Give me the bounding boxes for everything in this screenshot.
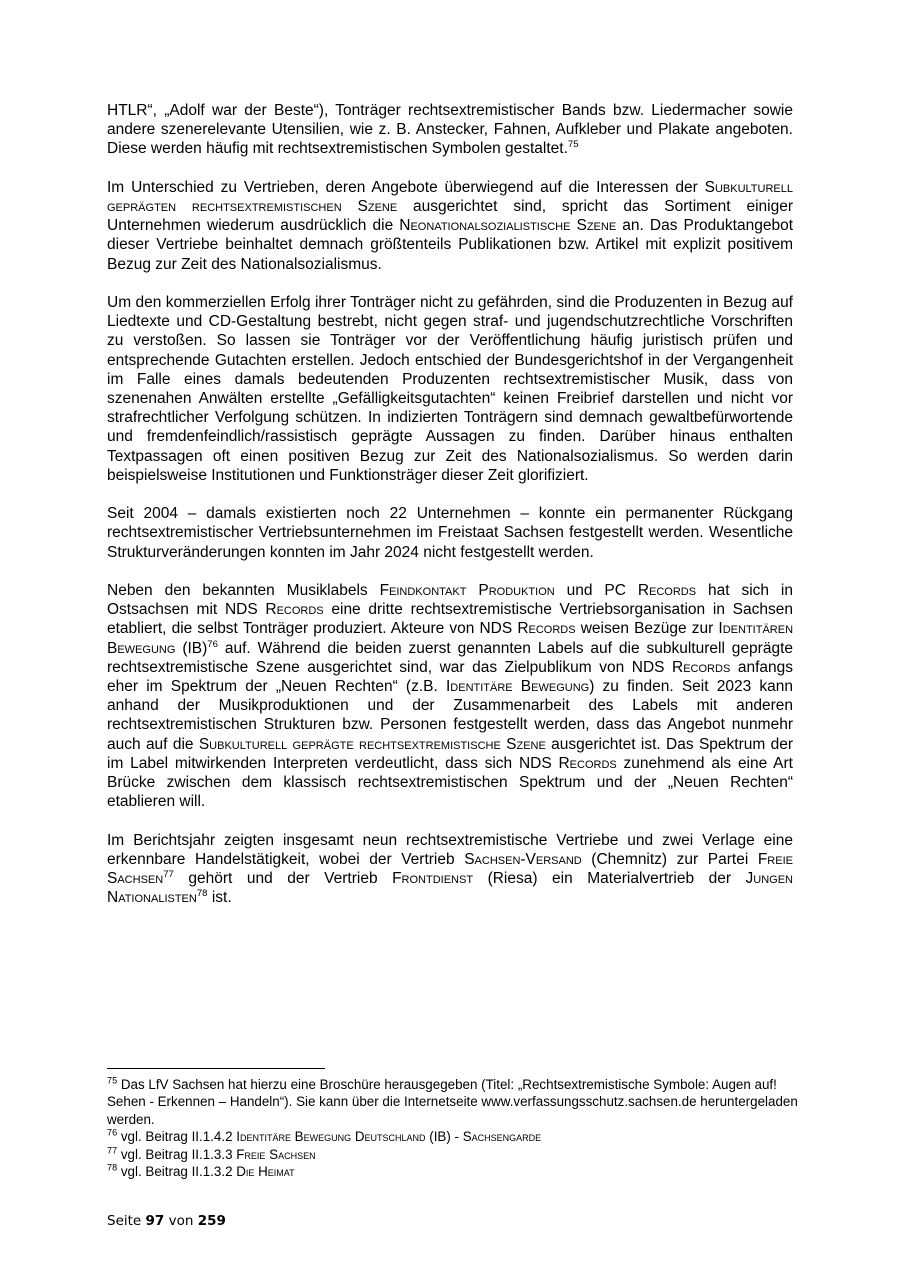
page-number: [107, 1212, 226, 1230]
text-run: (Riesa) ein Materialvertrieb der: [473, 870, 746, 888]
text-run: (IB) -: [425, 1129, 463, 1145]
text-run: gehört und der Vertrieb: [173, 870, 393, 888]
page-label: Seite: [107, 1213, 146, 1229]
text-run: (IB): [175, 639, 208, 657]
text-run: vgl. Beitrag II.1.3.3: [117, 1146, 237, 1162]
footnote-number: 77: [107, 1145, 118, 1156]
footnote-reference: 75: [567, 139, 579, 151]
small-caps-term: Jungen Nationalisten: [107, 870, 793, 907]
footnote: [107, 1076, 807, 1128]
small-caps-term: Records: [517, 620, 576, 638]
small-caps-term: Freie Sachsen: [236, 1146, 316, 1162]
small-caps-term: Records: [265, 601, 324, 619]
paragraph: [107, 831, 793, 908]
body-text: [107, 101, 793, 927]
total-pages: 259: [197, 1213, 226, 1229]
small-caps-term: Records: [637, 582, 697, 600]
small-caps-term: Identitären Bewegung: [107, 620, 794, 657]
text-run: vgl. Beitrag II.1.3.2: [117, 1164, 237, 1180]
text-run: ausgerichtet sind, spricht das Sortiment einiger Unternehmen wiederum ausdrücklich die: [107, 198, 793, 235]
text-run: weisen Bezüge zur: [575, 620, 719, 638]
text-run: ist.: [207, 889, 232, 907]
text-run: eine dritte rechtsextremistische Vertriebsorganisation in Sachsen etabliert, die selbst Tonträger produziert. Akteure von NDS: [107, 601, 793, 638]
text-run: anfangs eher im Spektrum der „Neuen Rechten“ (z.B.: [107, 658, 794, 696]
text-run: (Chemnitz) zur Partei: [581, 850, 758, 868]
footnotes: [107, 1076, 807, 1180]
small-caps-term: Freie Sachsen: [107, 850, 793, 888]
text-run: auf. Während die beiden zuerst genannten Labels auf die subkulturell geprägte rechtsextremistische Szene ausgerichtet sind, war das Zielpublikum von NDS: [107, 639, 793, 676]
text-run: ausgerichtet ist. Das Spektrum der im Label mitwirkenden Interpreten verdeutlicht, dass sich NDS: [107, 735, 794, 772]
footnote-number: 78: [107, 1162, 118, 1173]
paragraph: [107, 101, 793, 159]
footnote-reference: 76: [207, 638, 218, 650]
paragraph: [107, 581, 793, 811]
small-caps-term: Subkulturell geprägte rechtsextremistische Szene: [198, 735, 546, 753]
text-run: Um den kommerziellen Erfolg ihrer Tonträger nicht zu gefährden, sind die Produzenten in Bezug auf Liedtexte und CD-Gestaltung bestrebt, nicht gegen straf- und jugendschutzrechtliche Vorschriften zu verstoßen. So lassen sie Tonträger vor der Veröffentlichung häufig juristisch prüfen und entsprechende Gutachten erstellen. Jedoch entschied der Bundesgerichtshof in der Vergangenheit im Falle eines damals bedeutenden Produzenten rechtsextremistischer Musik, dass von szenenahen Anwälten erstellte „Gefälligkeitsgutachten“ keinen Freibrief darstellen und nicht vor strafrechtlicher Verfolgung schützen. In indizierten Tonträgern sind demnach gewaltbefürwortende und fremdenfeindlich/rassistisch geprägte Aussagen zu finden. Darüber hinaus enthalten Textpassagen oft einen positiven Bezug zur Zeit des Nationalsozialismus. So werden darin beispielsweise Institutionen und Funktionsträger dieser Zeit glorifiziert.: [107, 294, 793, 484]
footnote: [107, 1146, 807, 1163]
paragraph: [107, 178, 793, 274]
small-caps-term: Subkulturell geprägten rechtsextremistischen Szene: [107, 178, 793, 215]
footnote: [107, 1163, 807, 1180]
footnote-reference: 77: [163, 868, 174, 880]
text-run: und PC: [554, 582, 638, 600]
footnote-separator: [107, 1068, 325, 1069]
footnote-reference: 78: [196, 888, 208, 900]
footnote-number: 75: [107, 1075, 118, 1086]
footnote-number: 76: [107, 1127, 118, 1138]
text-run: Seit 2004 – damals existierten noch 22 Unternehmen – konnte ein permanenter Rückgang rechtsextremistischer Vertriebsunternehmen im Freistaat Sachsen festgestellt werden. Wesentliche Strukturveränderungen konnten im Jahr 2024 nicht festgestellt werden.: [107, 505, 793, 561]
current-page: 97: [145, 1213, 165, 1229]
small-caps-term: Identitäre Bewegung Deutschland: [236, 1129, 426, 1145]
small-caps-term: Feindkontakt Produktion: [379, 582, 555, 600]
small-caps-term: Die Heimat: [236, 1164, 295, 1180]
small-caps-term: Records: [558, 754, 617, 772]
footnote: [107, 1128, 807, 1145]
small-caps-term: Sachsengarde: [462, 1129, 542, 1145]
small-caps-term: Records: [672, 658, 731, 676]
text-run: vgl. Beitrag II.1.4.2: [117, 1129, 237, 1145]
text-run: Im Unterschied zu Vertrieben, deren Angebote überwiegend auf die Interessen der: [107, 178, 705, 196]
small-caps-term: Neonationalsozialistische Szene: [399, 217, 617, 235]
text-run: Das LfV Sachsen hat hierzu eine Broschüre herausgegeben (Titel: „Rechtsextremistische Symbole: Augen auf! Sehen - Erkennen – Handeln“). Sie kann über die Internetseite www.verfassungsschutz.sachsen.de heruntergeladen werden.: [107, 1077, 798, 1127]
paragraph: [107, 293, 793, 485]
text-run: Im Berichtsjahr zeigten insgesamt neun rechtsextremistische Vertriebe und zwei Verlage eine erkennbare Handelstätigkeit, wobei der Vertrieb: [107, 831, 793, 868]
small-caps-term: Identitäre Bewegung: [445, 678, 590, 696]
text-run: ) zu finden. Seit 2023 kann anhand der Musikproduktionen und der Zusammenarbeit des Labels mit anderen rechtsextremistischen Strukturen bzw. Personen festgestellt werden, dass das Angebot nunmehr auch auf die: [107, 678, 793, 753]
text-run: an. Das Produktangebot dieser Vertriebe beinhaltet demnach größtenteils Publikationen bzw. Artikel mit explizit positivem Bezug zur Zeit des Nationalsozialismus.: [107, 217, 793, 273]
text-run: zunehmend als eine Art Brücke zwischen dem klassisch rechtsextremistischen Spektrum und der „Neuen Rechten“ etablieren will.: [107, 754, 793, 811]
small-caps-term: Sachsen-Versand: [464, 850, 582, 868]
text-run: hat sich in Ostsachsen mit NDS: [107, 582, 793, 619]
page-of-label: von: [164, 1213, 198, 1229]
small-caps-term: Frontdienst: [392, 870, 474, 888]
paragraph: [107, 504, 793, 562]
text-run: HTLR“, „Adolf war der Beste“), Tonträger rechtsextremistischer Bands bzw. Liedermacher sowie andere szenerelevante Utensilien, wie z. B. Anstecker, Fahnen, Aufkleber und Plakate angeboten. Diese werden häufig mit rechtsextremistischen Symbolen gestaltet.: [107, 102, 793, 158]
text-run: Neben den bekannten Musiklabels: [107, 582, 380, 600]
